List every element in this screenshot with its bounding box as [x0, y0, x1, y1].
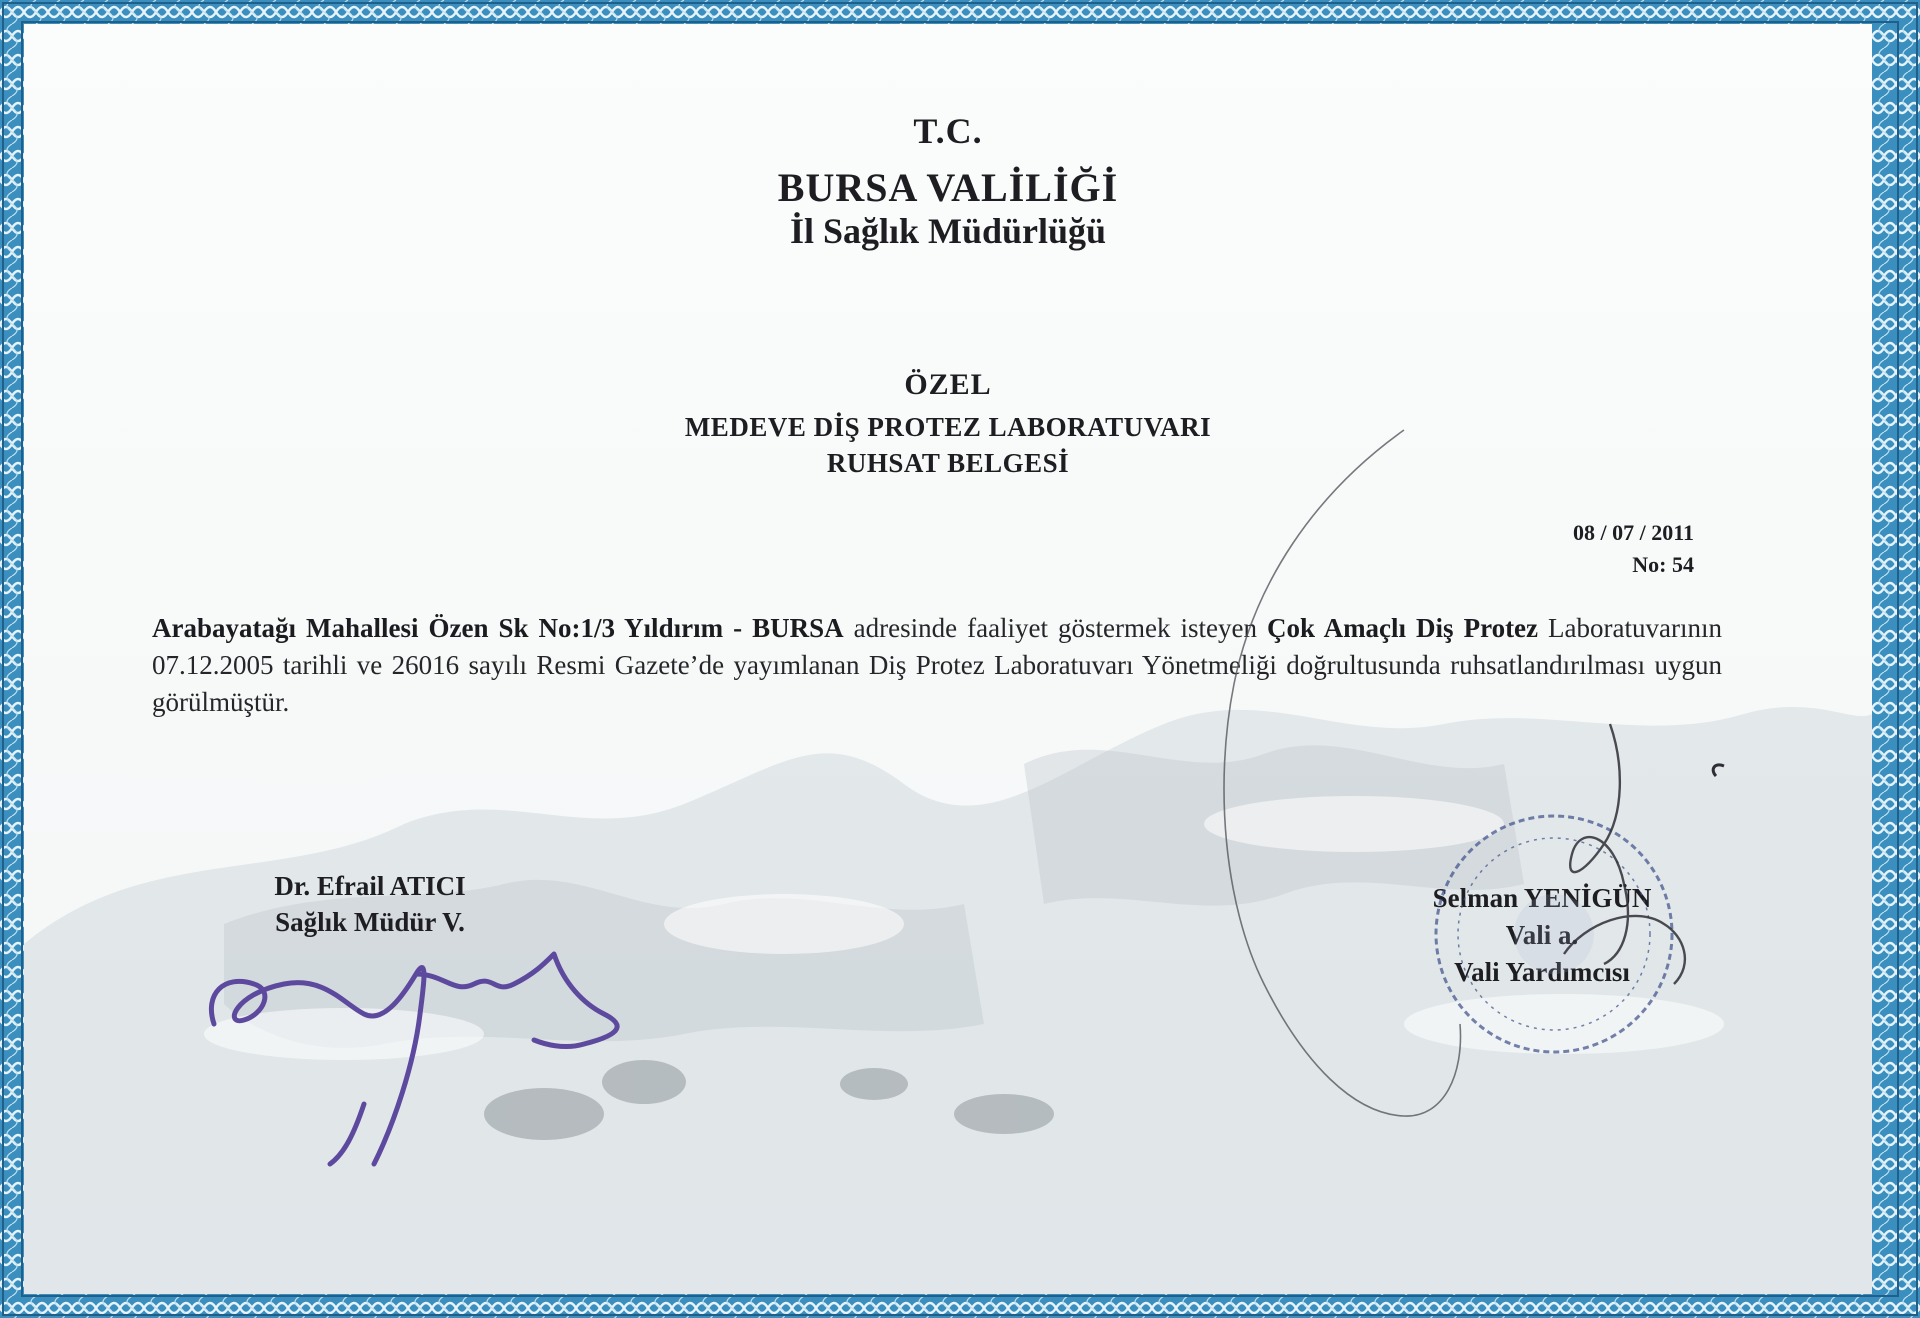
title-license: RUHSAT BELGESİ [826, 448, 1070, 478]
body-text-1: adresinde faaliyet göstermek isteyen [843, 613, 1268, 643]
signatory-left-title: Sağlık Müdür V. [275, 907, 465, 937]
title-lab-name: MEDEVE DİŞ PROTEZ LABORATUVARI [684, 412, 1212, 442]
signatory-left-name: Dr. Efrail ATICI [274, 871, 466, 901]
signatory-right-line2: Vali a. [1505, 920, 1579, 950]
title-private: ÖZEL [904, 368, 992, 401]
body-address: Arabayatağı Mahallesi Özen Sk No:1/3 Yıldırım - BURSA [152, 613, 844, 643]
certificate-body-text [152, 610, 1722, 721]
certificate-number: No: 54 [1632, 552, 1694, 577]
signatory-right-name: Selman YENİGÜN [1432, 883, 1652, 913]
certificate-body [24, 24, 1872, 1294]
signatory-right [1352, 880, 1732, 991]
issue-date: 08 / 07 / 2011 [1572, 520, 1694, 545]
body-lab-type: Çok Amaçlı Diş Protez [1267, 613, 1539, 643]
signatory-left [220, 868, 520, 940]
header-tc: T.C. [913, 111, 983, 151]
signatory-right-line3: Vali Yardımcısı [1454, 957, 1630, 987]
body-text-2: Laboratuvarının 07.12.2005 tarihli ve 26016 sayılı Resmi Gazete’de yayımlanan Diş Protez Laboratuvarı Yönetmeliği doğrultusunda ruhsatlandırılması uygun görülmüştür. [152, 613, 1722, 717]
header-governorship: BURSA VALİLİĞİ [777, 165, 1119, 210]
header-department: İl Sağlık Müdürlüğü [789, 211, 1107, 251]
